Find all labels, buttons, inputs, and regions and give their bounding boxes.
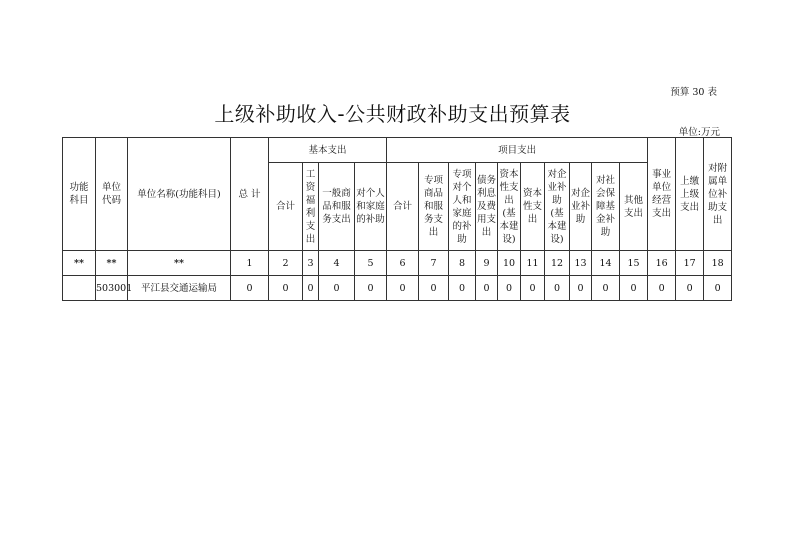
header-unit-code: 单位代码 (96, 138, 128, 251)
header-upper-pay: 上缴上级支出 (676, 138, 704, 251)
index-cell: 4 (319, 251, 355, 276)
cell-value: 0 (570, 276, 592, 301)
header-business-op: 事业单位经营支出 (648, 138, 676, 251)
index-cell: 1 (231, 251, 269, 276)
index-cell: 14 (592, 251, 620, 276)
header-personal-proj: 专项对个人和家庭的补助 (449, 163, 476, 251)
cell-value: 0 (704, 276, 732, 301)
index-cell: 5 (355, 251, 387, 276)
table-number: 预算 30 表 (670, 87, 717, 98)
index-cell: 7 (419, 251, 449, 276)
cell-value: 0 (521, 276, 545, 301)
header-proj-total: 合计 (387, 163, 419, 251)
cell-value: 0 (449, 276, 476, 301)
unit-label: 单位:万元 (678, 127, 720, 138)
page-title: 上级补助收入-公共财政补助支出预算表 (214, 102, 571, 126)
table-row (63, 276, 732, 301)
cell-value: 0 (231, 276, 269, 301)
cell-func-subject (63, 276, 96, 301)
cell-value: 0 (419, 276, 449, 301)
cell-value: 0 (545, 276, 570, 301)
cell-value: 0 (303, 276, 319, 301)
index-cell: 8 (449, 251, 476, 276)
cell-value: 0 (620, 276, 648, 301)
header-goods-proj: 专项商品和服务支出 (419, 163, 449, 251)
header-other: 其他支出 (620, 163, 648, 251)
index-cell: ** (63, 251, 96, 276)
header-personal-basic: 对个人和家庭的补助 (355, 163, 387, 251)
index-cell: 11 (521, 251, 545, 276)
index-cell: 17 (676, 251, 704, 276)
index-cell: 15 (620, 251, 648, 276)
index-cell: 13 (570, 251, 592, 276)
index-row (63, 251, 732, 276)
index-cell: ** (128, 251, 231, 276)
cell-unit-code: 503001 (96, 276, 128, 301)
index-cell: 10 (498, 251, 521, 276)
budget-table (62, 137, 732, 301)
cell-value: 0 (387, 276, 419, 301)
index-cell: 9 (476, 251, 498, 276)
header-basic-total: 合计 (269, 163, 303, 251)
index-cell: 2 (269, 251, 303, 276)
cell-value: 0 (676, 276, 704, 301)
header-enterprise: 对企业补助 (570, 163, 592, 251)
cell-value: 0 (319, 276, 355, 301)
header-enterprise-basic: 对企业补助(基本建设) (545, 163, 570, 251)
cell-value: 0 (592, 276, 620, 301)
header-group-basic: 基本支出 (269, 138, 387, 163)
header-wages: 工资福利支出 (303, 163, 319, 251)
header-group-project: 项目支出 (387, 138, 648, 163)
header-social-fund: 对社会保障基金补助 (592, 163, 620, 251)
cell-unit-name: 平江县交通运输局 (128, 276, 231, 301)
header-func-subject: 功能科目 (63, 138, 96, 251)
header-goods-basic: 一般商品和服务支出 (319, 163, 355, 251)
cell-value: 0 (498, 276, 521, 301)
cell-value: 0 (355, 276, 387, 301)
header-capital-basic: 资本性支出(基本建设) (498, 163, 521, 251)
cell-value: 0 (269, 276, 303, 301)
index-cell: 12 (545, 251, 570, 276)
cell-value: 0 (476, 276, 498, 301)
header-debt-interest: 债务利息及费用支出 (476, 163, 498, 251)
header-affiliate: 对附属单位补助支出 (704, 138, 732, 251)
header-unit-name: 单位名称(功能科目) (128, 138, 231, 251)
cell-value: 0 (648, 276, 676, 301)
index-cell: 6 (387, 251, 419, 276)
index-cell: 18 (704, 251, 732, 276)
index-cell: ** (96, 251, 128, 276)
index-cell: 3 (303, 251, 319, 276)
index-cell: 16 (648, 251, 676, 276)
header-capital: 资本性支出 (521, 163, 545, 251)
header-total: 总 计 (231, 138, 269, 251)
